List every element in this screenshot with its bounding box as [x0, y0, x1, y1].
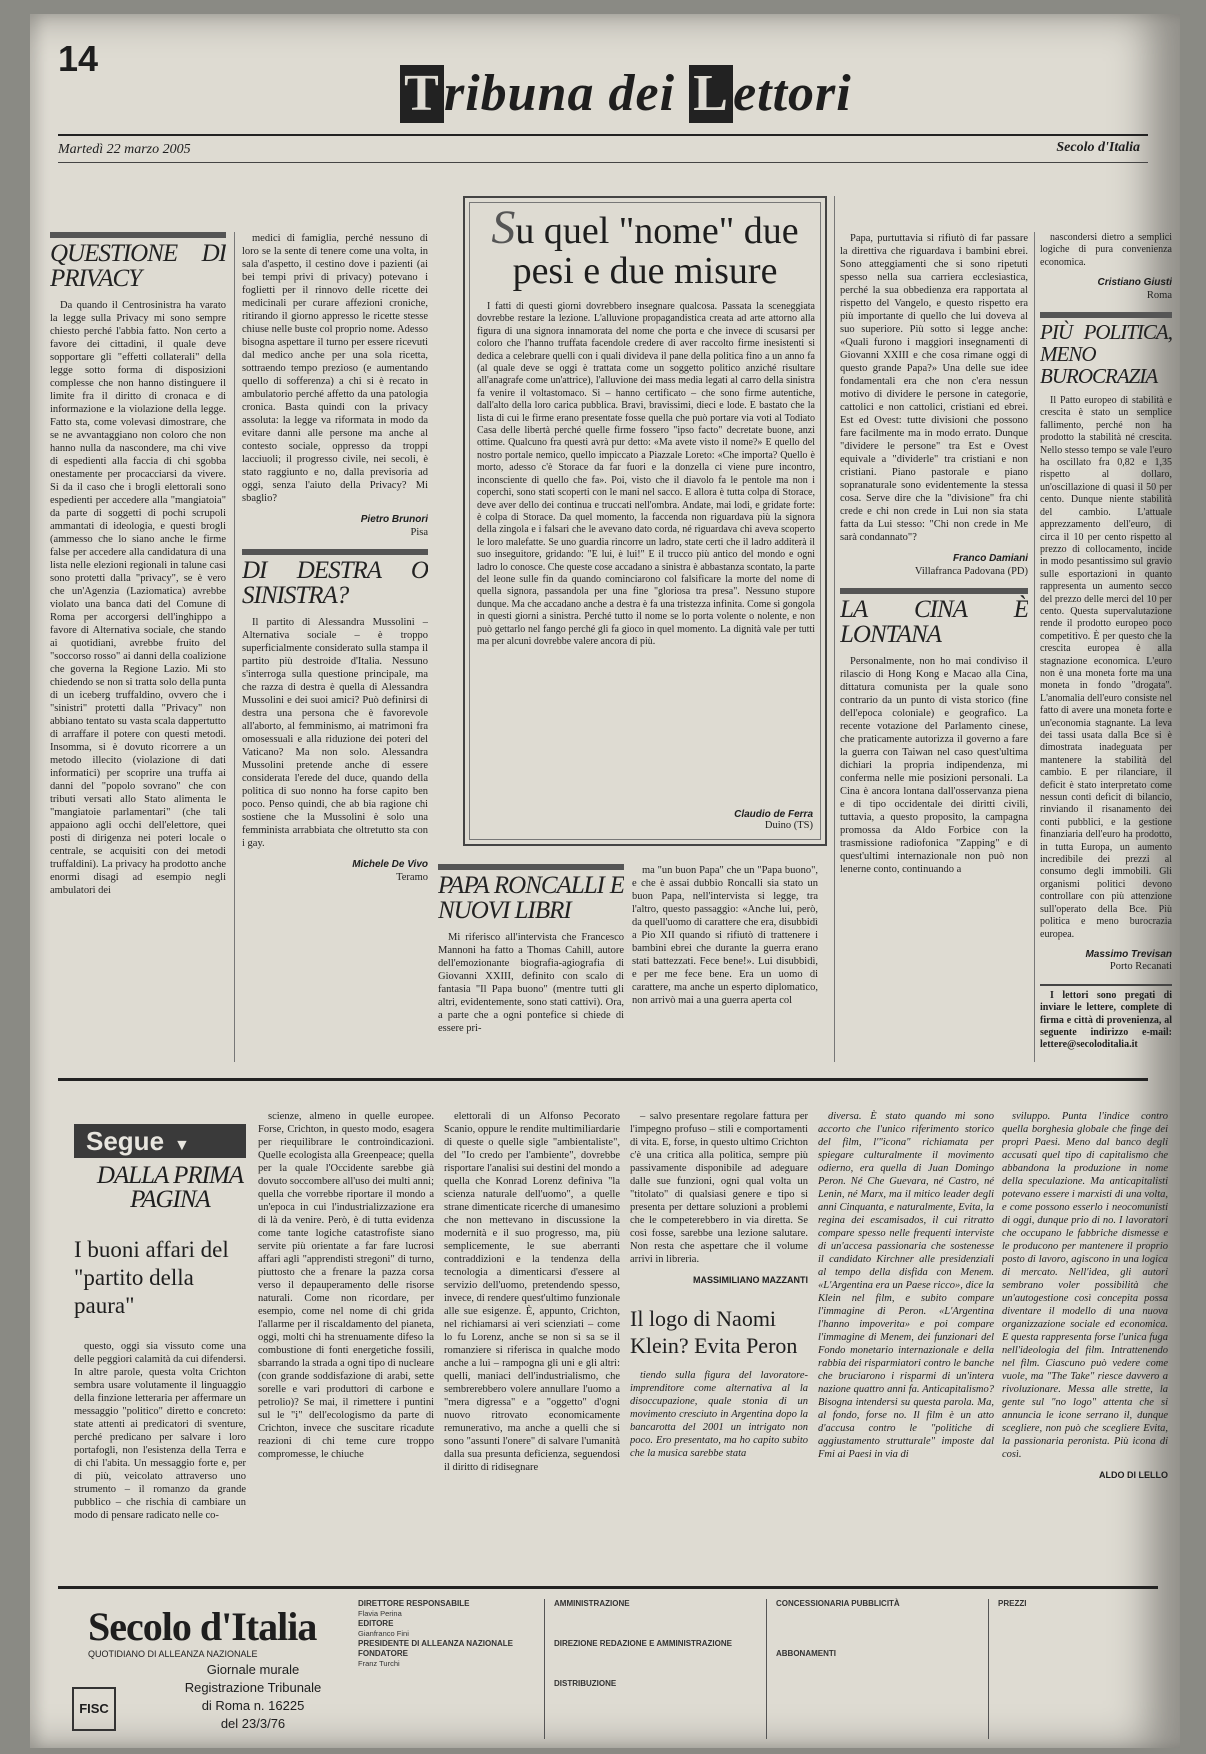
segue-col4 — [630, 1110, 808, 1576]
letter-cina-title: LA CINA È LONTANA — [840, 588, 1028, 647]
footer-subtitle: QUOTIDIANO DI ALLEANZA NAZIONALE — [88, 1649, 258, 1659]
letter-nome-box — [463, 196, 827, 846]
footer-admin — [554, 1599, 754, 1689]
letter-nome-text — [477, 301, 815, 801]
footer-ed-role: PRESIDENTE DI ALLEANZA NAZIONALE — [358, 1639, 513, 1648]
letter-roncalli-place: Villafranca Padovana (PD) — [914, 566, 1028, 577]
footer-reg-line-1: Giornale murale — [206, 1662, 300, 1677]
segue-col2-body: scienze, almeno in quelle europee. Forse, Crichton, in questo modo, esagera per riequilibrare le controindicazioni. Quelle ecologista alla Greenpeace; quella per la quale l'Occidente sarebbe già dovuto soccombere all'uso dei multi anni; quella che vorrebbe riportare il mondo a un'epoca in cui l'industrializzazione era di là da venire. Però, è di tutta evidenza come tante logiche catastrofiste siano servite più orientate a far fare lucrosi affari agli "apprendisti stregoni" di turno, piuttosto che a frenare la pazza corsa verso il depauperamento delle risorse naturali. Come non ricordare, per esempio, come nel nome di chi grida l'allarme per il riscaldamento del pianeta, oggi, molti chi ha strenuamente difeso la combustione di fonti energetiche fossili, sbarrando la strada a ogni tipo di nucleare (con grande soddisfazione di arabi, sette sorelle e vari produttori di carbone e petrolio)? Se mai, il rimettere i puntini sul le "i" dell'ecologismo da parte di Crichton, invece che suscitare ricadute reazioni di chi teme cure troppo compromesse, le chiuche — [258, 1111, 434, 1460]
segue-col3 — [444, 1110, 620, 1576]
segue-col4a-body: – salvo presentare regolare fattura per l'impegno profuso – stili e comportamenti di vita. E, forse, in questo ultimo Crichton c'è una critica alla politica, sempre più passivamente disponibile ad adeguare dalle sue funzioni, ogni qual volta un "titolato" di qualsiasi genere e tipo si presenta per dettare soluzioni a problemi che le competerebbero in via diretta. Se così fosse, sarebbe una lezione salutare. Non resta che aspettare che il volume arrivi in libreria. — [630, 1111, 808, 1265]
footer-prezzi-label: PREZZI — [998, 1599, 1027, 1608]
letter-roncalli-col1 — [438, 864, 624, 1064]
segue-banner — [74, 1124, 246, 1158]
letter-roncalli-body-a: Mi riferisco all'intervista che Francesco Mannoni ha fatto a Thomas Cahill, autore dell'emozionante biografia-agiografia di Giovanni XXIII, definito con scalo di fantasia "Il Papa buono" (mentre tutti gli altri, evidentemente, sono stati cattivi). Ora, a parte che a ogni pontefice si chiede di essere pri- — [438, 932, 624, 1034]
footer-logo: Secolo d'Italia — [88, 1604, 317, 1649]
issue-date: Martedì 22 marzo 2005 — [58, 142, 191, 157]
newspaper-page — [30, 14, 1180, 1748]
footer-dir-name: Flavia Perina — [358, 1609, 402, 1618]
header-brand: Secolo d'Italia — [1056, 140, 1140, 155]
footer-registration — [158, 1661, 348, 1733]
footer-ads — [776, 1599, 976, 1659]
header-rule-thin — [58, 162, 1148, 163]
segue-subtitle: DALLA PRIMA PAGINA — [96, 1162, 244, 1213]
letter-privacy-col2 — [242, 232, 428, 1062]
page-number: 14 — [58, 38, 99, 79]
segue-col1-body: questo, oggi sia vissuto come una delle peggiori calamità da cui difendersi. In altre parole, questa volta Crichton sembra usare volutamente il linguaggio della finzione letteraria per affermare un messaggio "politico" diretto e concreto: state attenti ai predicatori di sventure, perché predicano per salvare i loro portafogli, non l'esistenza della Terra e di chi l'abita. Un messaggio forte e, per di più, veicolato attraverso uno strumento – il romanzo da grande pubblico – che rischia di cambiare un modo di pensare radicato nelle co- — [74, 1341, 246, 1521]
masthead — [400, 64, 852, 123]
section-rule — [58, 1078, 1148, 1081]
segue-col4b-body: tiendo sulla figura del lavoratore-imprenditore come alternativa al la disoccupazione, quale stonia di un movimento cresciuto in Argentina dopo la bancarotta del 2001 un intrigato non poco. Ero presentato, ma ho capito subito che la musica sarebbe stata — [630, 1370, 808, 1459]
segue-author-1: MASSIMILIANO MAZZANTI — [693, 1275, 808, 1285]
footer-divider — [988, 1599, 989, 1739]
letters-submission-note: I lettori sono pregati di inviare le lettere, complete di firma e città di provenienza, al seguente indirizzo e-mail: lettere@secoloditalia.it — [1040, 984, 1172, 1052]
letter-politica-author-top: Cristiano Giusti — [1097, 277, 1172, 289]
footer-reg-line-2: Registrazione Tribunale — [184, 1680, 322, 1695]
letter-roncalli-col3 — [840, 232, 1028, 1062]
footer-prices — [998, 1599, 1148, 1609]
fisc-logo-icon: FISC — [72, 1687, 116, 1731]
letter-cina-body: Personalmente, non ho mai condiviso il rilascio di Hong Kong e Macao alla Cina, dittatura comunista per la quale sono contrario da un punto di vista storico (fine dell'epoca coloniale) e geografico. La recente votazione del Parlamento cinese, che praticamente autorizza il governo a fare la guerra con Taiwan nel caso quest'ultima dichiari la propria indipendenza, mi conferma nelle mie posizioni personali. La Cina è ancora lontana dall'osservanza piena e di tipo occidentale dei diritti civili, tuttavia, a questo proposito, la campagna promossa da Aldo Forbice con la trasmissione radiofonica "Zapping" e di quest'ultimi internazionale non può non lenerne conto, continuando a — [840, 656, 1028, 875]
letter-privacy-title: QUESTIONE DI PRIVACY — [50, 232, 226, 291]
segue-col5 — [818, 1110, 994, 1576]
masthead-initial-l: L — [689, 65, 733, 123]
footer-reg-line-3: di Roma n. 16225 — [201, 1698, 305, 1713]
masthead-initial-t: T — [400, 65, 444, 123]
letter-destra-author: Michele De Vivo — [352, 859, 428, 870]
footer-amm-label: AMMINISTRAZIONE — [554, 1599, 630, 1608]
column-divider — [1034, 232, 1035, 1062]
letter-nome-title-drop: S — [491, 201, 516, 254]
footer-fond-label: FONDATORE — [358, 1649, 408, 1658]
segue-col2 — [258, 1110, 434, 1576]
letter-privacy-body-a: Da quando il Centrosinistra ha varato la legge sulla Privacy mi sono sempre chiesto perché l'abbia fatto. Non certo a favore dei cittadini, il quale deve sopportare gli "effetti collaterali" della legge sotto forma di disposizioni complesse che non hanno distinguere il limite fra il diritto di cronaca e di informazione e la violazione della legge. Fatto sta, come volevasi dimostrare, che se ne avvantaggiano non coloro che non hanno nulla da nascondere, ma chi vive di espedienti alla faccia di chi sgobba onestamente per procacciarsi da vivere. Si da il caso che i brogli elettorali sono espedienti per accedere alla "mangiatoia" da parte di soggetti di pochi scrupoli ammantati di ideologia, e questi brogli (ammesso che lo siano anche le firme false per accedere alla candidatura di una lista nelle elezioni regionali in talune casi sono protetti dalla "privacy", se è vero che un'Agenzia (Laziomatica) avrebbe violato una banca dati del Comune di Roma per accorgersi dell'inghippo a favore di Alternativa sociale, che stando ai quotidiani, avrebbe fruito del "soccorso rosso" ai danni della coalizione che governa la Regione Lazio. Mi sto chiedendo se non si tratta solo della punta di un iceberg truffaldino, ovvero che i "sinistri" protetti dalla "Privacy" non abbiano tentato su vasta scala dappertutto di arraffare il potere con questi metodi. Insomma, si è dovuto ricorrere a un metodo illecito (violazione di dati informatici) per scoprire una truffa ai danni del "popolo sovrano" che con tributi versati allo Stato alimenta le "mangiatoie parlamentari" (che tali appaiono agli occhi dell'elettore, quei posti di dirigenza nei poteri locale o centrale, se acquisiti con dei metodi truffaldini). La privacy ha prodotto anche enormi disagi ad esempio negli ambulatori dei — [50, 300, 226, 896]
letter-nome-author: Claudio de Ferra — [734, 809, 813, 820]
letter-nome-title — [477, 201, 813, 292]
letter-politica-place-top: Roma — [1146, 289, 1172, 301]
footer-ed-label: EDITORE — [358, 1619, 394, 1628]
letter-privacy-author: Pietro Brunori — [360, 514, 428, 525]
footer-divider — [766, 1599, 767, 1739]
letter-nome-place: Duino (TS) — [764, 820, 813, 831]
header-rule — [58, 134, 1148, 136]
footer-reg-line-4: del 23/3/76 — [220, 1716, 286, 1731]
footer-divider — [544, 1599, 545, 1739]
column-divider — [234, 232, 235, 1062]
letter-roncalli-title: PAPA RONCALLI E NUOVI LIBRI — [438, 864, 624, 923]
letter-roncalli-author: Franco Damiani — [952, 553, 1028, 564]
letter-roncalli-body-c: Papa, purtuttavia si rifiutò di far passare la direttiva che riguardava i bambini ebrei. Sono atteggiamenti che si sono ripetuti spesso nella sua carriera ecclesiastica, perché la sua obbedienza era rapportata al rispetto del Vangelo, e questo rispetto era più importante di quello che lui doveva al suo superiore. Più sotto si legge anche: «Quali furono i maggiori insegnamenti di Giovanni XXIII e che cosa rimane oggi di questo grande Papa?» Una delle sue idee fondamentali era che non c'era nessun motivo di dividere le persone in categorie, cattolici e non cattolici, cristiani ed ebrei. Est ed Ovest: tutte divisioni che possono fare facilmente ma in modo errato. Dunque "dividere le persone" tra Est e Ovest equivale a "dividerle" tra cristiani e non cristiani. Piano pastorale e piano sopranaturale sono evidentemente la stessa cosa. Serve dire che la "divisione" fra chi crede e chi non crede in Lui non sia stata fatta da Lui stesso: "Chi non crede in Me sarà condannato"? — [840, 233, 1028, 543]
colophon — [58, 1586, 1158, 1748]
letter-politica-author: Massimo Trevisan — [1085, 948, 1172, 960]
footer-distr-label: DISTRIBUZIONE — [554, 1679, 617, 1688]
segue-col3-body: elettorali di un Alfonso Pecorato Scanio, oppure le rendite multimiliardarie di queste o quelle sigle "ambientaliste", del "Io credo per l'ambiente", dovrebbe risportare l'analisi sui destini del mondo a quella che Konrad Lorenz definiva "la scienza naturale dell'uomo", a quelle strane dimenticate ricerche di umanesimo che non mettevano in discussione la modernità e il suo progresso, ma, più semplicemente, le sue aberranti contraddizioni e la tendenza della tecnologia a dimenticarsi d'essere al servizio dell'uomo, pretendendo spesso, invece, di rendere quest'ultimo funzionale alle sue esigenze. È, appunto, Crichton, nel richiamarsi ai veri scienziati – come lo fu Lorenz, anche se non si sa se il romanziere si riferisca in qualche modo anche a lui – rampogna gli uni e gli altri: quelli, maniaci dell'industrialismo, che sembrerebbero volere annullare l'uomo a "mera digressa" e a "oggetto" d'ogni nuovo ritrovato economicamente remunerativo, ma anche a quelli che si sono "assunti l'onere" di salvare l'umanità dalla sua presunta deficienza, seguendosi il diritto di ridisegnare — [444, 1111, 620, 1473]
segue-arrow-icon: ▼ — [174, 1137, 190, 1154]
segue-col6 — [1002, 1110, 1168, 1576]
segue-col1 — [74, 1340, 246, 1576]
letter-destra-body: Il partito di Alessandra Mussolini – Alternativa sociale – è troppo superficialmente considerato sulla stampa il partito più destroide d'Italia. Nessuno s'interroga sulla questione principale, ma che razza di destra è quella di Alessandra Mussolini e dei suoi amici? Può definirsi di destra una persona che è favorevole all'aborto, al femminismo, ai matrimoni fra omosessuali e alla riduzione dei poteri del Vaticano? Ma non solo. Alessandra Mussolini pretende anche di essere considerata l'erede del duce, quando della politica di suo nonno ha forse capito ben poco. Penso quindi, che ab bia ragione chi sostiene che la Mussolini è solo una femminista arrabbiata che oltretutto sta con i gay. — [242, 617, 428, 849]
footer-dir-label: DIRETTORE RESPONSABILE — [358, 1599, 470, 1608]
footer-staff — [358, 1599, 528, 1669]
letter-politica-body: Il Patto europeo di stabilità e crescita è stato un semplice fallimento, perché non ha prodotto la stabilità né crescita. Nello stesso tempo se vale l'euro ha oscillato fra 0,82 e 1,35 rispetto al dollaro, un'oscillazione di quasi il 50 per cento. Dunque niente stabilità del cambio. L'attuale apprezzamento dell'euro, di circa il 10 per cento rispetto al prezzo di collocamento, incide in modo pesantissimo sul gravio sulle esportazioni in quanto rappresenta un aumento secco del prezzo delle merci del 10 per cento. Questa supervalutazione rende il prodotto europeo poco competitivo. È per questo che la crescita europea è alla stagnazione economica. L'euro non è una moneta forte ma una moneta in fondo "drogata". L'anomalia dell'euro consiste nel fatto di avere una moneta forte e un'economia stagnante. La leva dei tassi usata dalla Bce si è dimostrata inadeguata per mantenere la stabilità del cambio. E per rilanciare, il deficit è stato interpretato come nessun conti deficit di bilancio, rinviando il risanamento dei conti pubblici, e la gestione finanziaria dell'euro ha prodotto, in tutta Europa, un aumento incredibile dei prezzi al consumo degli immobili. Gli organismi politici devono controllare con più attenzione sull'operato della Bce. Più politica e meno burocrazia europea. — [1040, 395, 1172, 940]
footer-conc-label: CONCESSIONARIA PUBBLICITÀ — [776, 1599, 900, 1608]
footer-ed-name: Gianfranco Fini — [358, 1629, 409, 1638]
footer-red-label: DIREZIONE REDAZIONE E AMMINISTRAZIONE — [554, 1639, 732, 1648]
letter-privacy-col1 — [50, 232, 226, 1062]
letter-roncalli-col2 — [632, 864, 818, 1064]
segue-author-2: ALDO DI LELLO — [1099, 1470, 1168, 1480]
footer-abb-label: ABBONAMENTI — [776, 1649, 836, 1658]
letter-destra-title: DI DESTRA O SINISTRA? — [242, 549, 428, 608]
letter-roncalli-body-b: ma "un buon Papa" che un "Papa buono", e che è assai dubbio Roncalli sia stato un buon Papa, nell'intervista si legge, tra l'altro, questo passaggio: «Anche lui, però, da quell'uomo di carattere che era, disubbidì a Pio XII quando si rifiutò di trattenere i bambini ebrei che durante la guerra erano stati battezzati. Fece bene!». Lui disubbidì, e per me fece bene. Era un uomo di carattere, ma anche un esperto diplomatico, non arrivò mai a una guerra aperta col — [632, 865, 818, 1006]
segue-headline-1: I buoni affari del "partito della paura" — [74, 1237, 229, 1318]
column-divider — [834, 196, 835, 1062]
segue-headline-2: Il logo di Naomi Klein? Evita Peron — [630, 1306, 798, 1358]
segue-col6-body: sviluppo. Punta l'indice contro quella borghesia globale che finge dei propri Paesi. Meno dal banco degli accusati quel tipo di capitalismo che abbandona la produzione in nome della speculazione. Ma anticapitalisti potevano essere i marxisti di una volta, e come possono esserlo i neocomunisti di oggi, dunque prio di no. I lavoratori che occupano le fabbriche dismesse e le producono per mantenere il proprio posto di lavoro, agiscono in una logica di mercato. Nell'idea, gli autori sembrano voler possibilità che un'autogestione così concepita possa diventare il modello di una nuova organizzazione sociale ed economica. E questa rappresenta forse l'unica fuga nell'ideologia del film. Intrattenendo nel film. Ciascuno può vedere come vuole, ma "The Take" riesce davvero a rivoluzionare. Messa alle strette, la gente sul "no logo" attenta che si annuncia le icone serrano il, dunque scegliere, non può che scegliere Evita, la passionaria peronista. Più icona di così. — [1002, 1111, 1168, 1460]
letter-nome-body: I fatti di questi giorni dovrebbero insegnare qualcosa. Passata la sceneggiata dovrebbe restare la lezione. L'alluvione propagandistica creata ad arte attorno alla figura di una signora innamorata del nome che porta e che invece di scusarsi per coloro che l'hanno truffata facendole credere di aver raccolto firme inesistenti si dedica a celebrare quelli con i quali divideva il pane della politica fino a un anno fa (al quale deve se oggi è trattata come un soggetto politico anziché risultare all'anagrafe come un'attrice), l'alluvione dei mass media legati al carro della sinistra fa venire il voltastomaco. Si – hanno certificato – che sono firme autentiche, dall'alto della loro carica pubblica. Bravi, bravissimi, dieci e lode. E bastato che la lista di cui le firme erano presentate fosse quella che può portare via voti al Todiato Casa delle libertà perché quelle firme fossero "ipso facto" decretate buone, anzi ottime. Qualcuno fra questi avrà pur detto: «Ma avete visto il nome?» E quello del nostro portale nemico, quello impiccato a Piazzale Loreto: «Che importa? Quello è morto, adesso c'è Storace da far fuori e la donzella ci viene pure incontro, inconsciente di quello che fa». Poi, visto che il diavolo fa le pentole ma non i coperchi, sono stati scoperti con le mani nel sacco. E allora è tutta colpa di Storace, deve aver dello dei continua e truccati nell'ombra. Andate, mai lodi, e gridate forte: è colpa di Storace. Da quel momento, la faccenda non riguardava più la signora della zingola e i falsari che le avevano dato corda, né riguardava chi aveva scoperto le loro malefatte. Se uno guardia rincorre un ladro, state certi che il ladro additerà il suo inseguitore, gridando: "E lui, è lui!" E il trucco più antico del mondo e ogni ladro lo conosce. Che queste cose accadano a sinistra è abbastanza scontato, la parte del leone sulle fin da quando cominciarono col falsificare la morte del nome di quella signora, passandola per una fine "gloriosa tra presa". Nessuno stupore dunque. Ma che accadano anche a destra è fa una tristezza infinita. Come si gongola in questi giorni a sinistra. Perché tutto il nome se lo porta volente o nolente, e non può gettarlo nel fango perché gli fa gioco in quel momento. La dignità vale per tutti ma per alcuni dovrebbe valere ancora di più. — [477, 301, 815, 647]
footer-fond-name: Franz Turchi — [358, 1659, 400, 1668]
letter-politica-col — [1040, 232, 1172, 1062]
segue-label: Segue — [86, 1126, 165, 1156]
letter-politica-body-top: nascondersi dietro a semplici logiche di pura convenienza economica. — [1040, 232, 1172, 268]
letter-privacy-place: Pisa — [410, 527, 428, 538]
masthead-text-1: ribuna dei — [444, 65, 690, 122]
segue-col5-body: diversa. È stato quando mi sono accorto che l'unico riferimento storico del film, l'"icona" richiamata per spiegare culturalmente il movimento odierno, era quella di Juan Domingo Peron. Né Che Guevara, né Castro, né Lenin, né Marx, ma il mitico leader degli anni Cinquanta, e naturalmente, Evita, la regina dei escamisados, il cui ritratto compare spesso nelle frequenti interviste di un'accesa passionaria che sostenesse il candidato Kirchner alle presidenziali al tempo della disfida con Menem. «L'Argentina era un Paese ricco», dice la Klein nel film, e subito compare l'immagine di Peron. «L'Argentina l'hanno impoverita» e poi compare l'immagine di Menem, dei funzionari del Fondo monetario internazionale e della rabbia dei risparmiatori contro le banche che bruciarono i risparmi di un'intera nazione quattro anni fa. Anticapitalismo? Bisogna intendersi su questa parola. Ma, al fondo, forse no. Il film è un atto d'accusa contro le "politiche di aggiustamento strutturale" imposte dal Fmi ai Paesi in via di — [818, 1111, 994, 1460]
letter-nome-title-rest: u quel "nome" due pesi e due misure — [512, 210, 799, 292]
letter-destra-place: Teramo — [396, 872, 428, 883]
letter-privacy-body-b: medici di famiglia, perché nessuno di loro se la sente di tenere come una volta, in sala d'aspetto, il cestino dove i pazienti (ai bei tempi privi di privacy) potevano i foglietti per il rinnovo delle ricette dei medicinali per curare affezioni croniche, ritirando il giorno appresso le ricette stesse chiuse nelle buste col proprio nome. Adesso bisogna aspettare il turno per essere ricevuti dal medico anche per una sola ricetta, sottraendo tempo prezioso (e aumentando quello di sofferenza) a chi si è recato in ambulatorio perché affetto da una patologia cronica. Basta quindi con la privacy assoluta: la legge va riformata in modo da evitare danni alle persone ma anche al contesto sociale, oppresso da troppi lacciuoli; il progresso civile, nei secoli, è stato raggiunto e no, dalla previsoria ad oggi, senza l'aiuto della Privacy? Mi sbaglio? — [242, 233, 428, 504]
letter-politica-place: Porto Recanati — [1109, 961, 1172, 973]
letter-politica-title: PIÙ POLITICA, MENO BUROCRAZIA — [1040, 312, 1172, 387]
masthead-text-2: ettori — [733, 65, 852, 122]
